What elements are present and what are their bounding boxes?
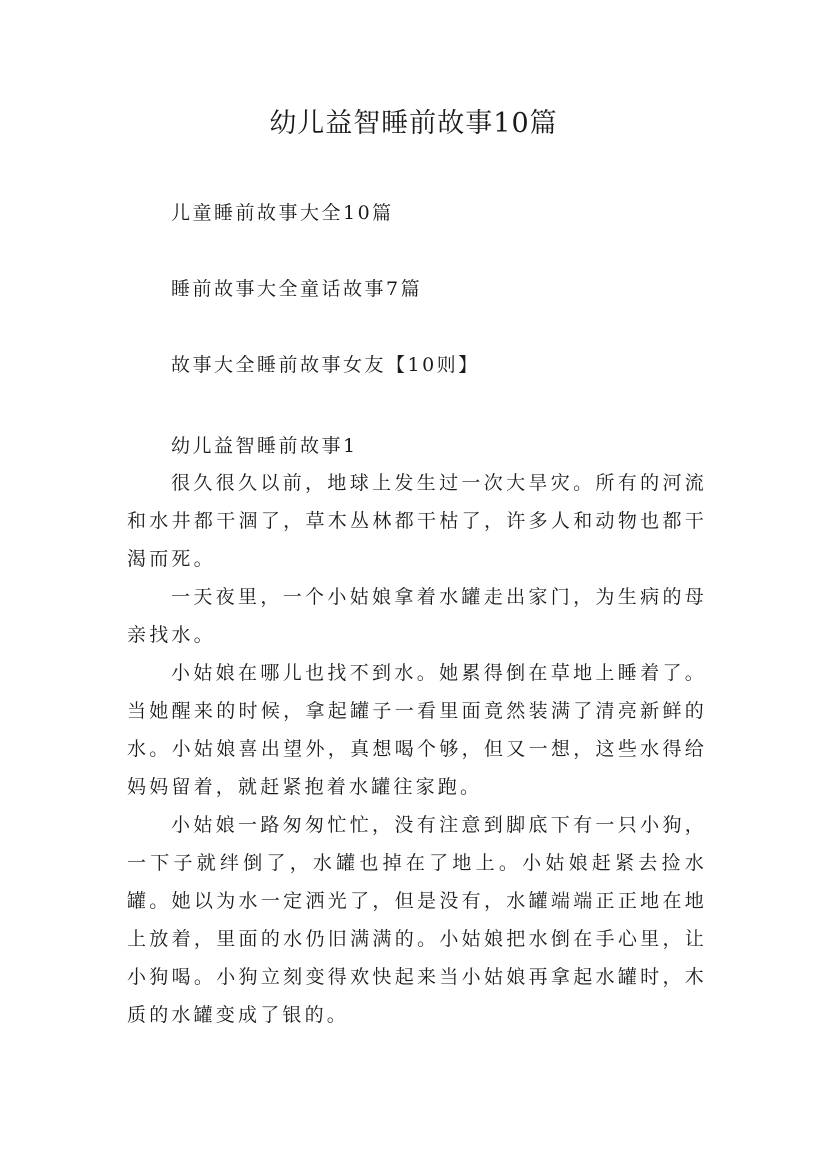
- story-paragraph: 很久很久以前，地球上发生过一次大旱灾。所有的河流和水井都干涸了，草木丛林都干枯了，许多人和动物也都干渴而死。: [127, 472, 707, 570]
- story-paragraph: 小姑娘一路匆匆忙忙，没有注意到脚底下有一只小狗，一下子就绊倒了，水罐也掉在了地上。小姑娘赶紧去捡水罐。她以为水一定洒光了，但是没有，水罐端端正正地在地上放着，里面的水仍旧满满的。小姑娘把水倒在手心里，让小狗喝。小狗立刻变得欢快起来当小姑娘再拿起水罐时，木质的水罐变成了银的。: [127, 814, 707, 1026]
- story-paragraph: 小姑娘在哪儿也找不到水。她累得倒在草地上睡着了。当她醒来的时候，拿起罐子一看里面竟然装满了清亮新鲜的水。小姑娘喜出望外，真想喝个够，但又一想，这些水得给妈妈留着，就赶紧抱着水罐往家跑。: [127, 662, 707, 798]
- document-title: 幼儿益智睡前故事10篇: [269, 108, 558, 139]
- related-link-1[interactable]: 儿童睡前故事大全10篇: [171, 202, 394, 224]
- story-paragraph: 一天夜里，一个小姑娘拿着水罐走出家门，为生病的母亲找水。: [127, 586, 707, 646]
- related-link-3[interactable]: 故事大全睡前故事女友【10则】: [171, 354, 480, 376]
- story-title: 幼儿益智睡前故事1: [171, 435, 358, 457]
- related-link-2[interactable]: 睡前故事大全童话故事7篇: [171, 278, 423, 300]
- story-body: [127, 435, 707, 1034]
